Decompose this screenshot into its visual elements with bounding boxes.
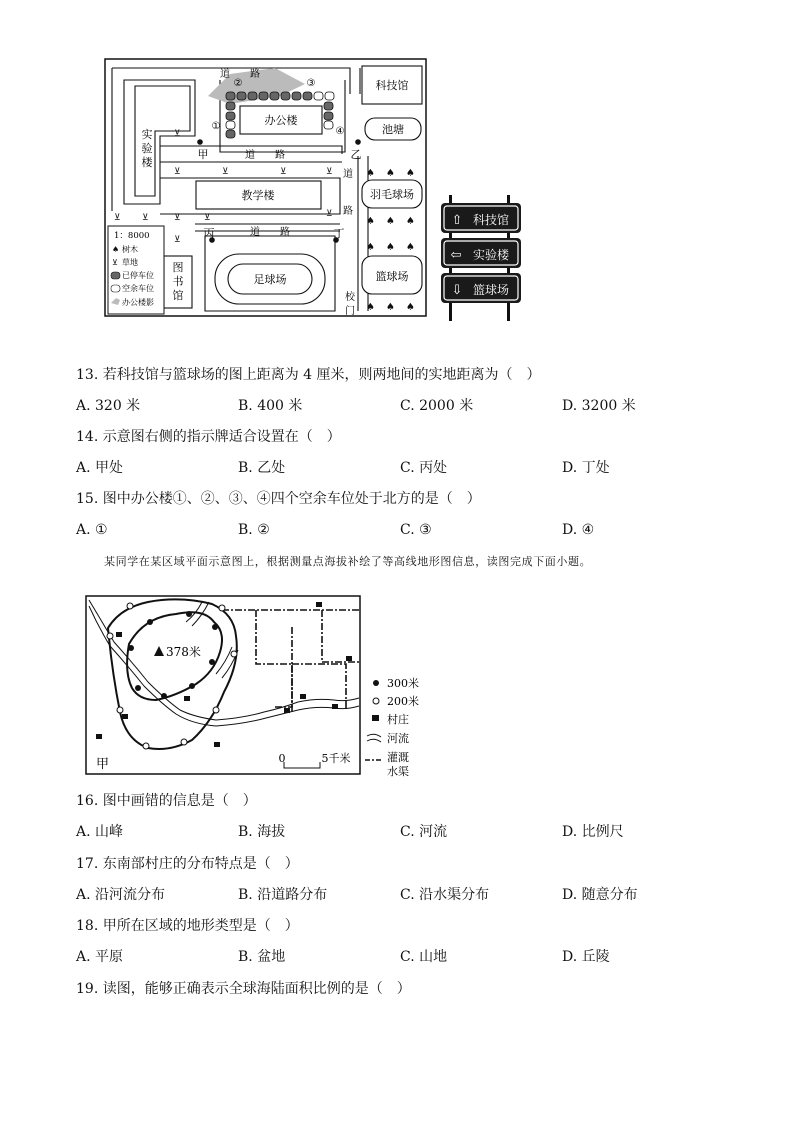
option[interactable]: A. 平原 [76,949,124,965]
direction-signpost [437,195,527,325]
svg-text:空余车位: 空余车位 [122,284,154,293]
option[interactable]: C. ③ [400,522,432,538]
office-label: 办公楼 [264,114,298,127]
svg-text:树木: 树木 [122,245,138,254]
svg-text:②: ② [233,78,243,89]
option[interactable]: B. 海拔 [238,824,286,840]
svg-text:门: 门 [345,306,355,317]
option[interactable]: A. 甲处 [76,460,124,476]
svg-text:足球场: 足球场 [253,273,287,286]
option[interactable]: B. 沿道路分布 [238,887,328,903]
svg-text:⊻: ⊻ [174,213,181,223]
svg-text:1：8000: 1：8000 [114,231,150,241]
svg-text:甲: 甲 [197,148,209,161]
svg-text:♠: ♠ [386,302,395,313]
svg-text:0: 0 [278,752,286,765]
svg-text:③: ③ [306,78,316,89]
svg-text:验: 验 [141,142,153,155]
svg-text:道: 道 [343,169,353,180]
sign-lab: 实验楼 [472,248,510,262]
question-17: 17. 东南部村庄的分布特点是（ ） [76,856,299,872]
question-16: 16. 图中画错的信息是（ ） [76,793,257,809]
svg-text:水渠: 水渠 [387,765,409,778]
option[interactable]: B. 盆地 [238,949,286,965]
svg-text:丙: 丙 [203,227,215,240]
svg-text:实: 实 [141,128,153,141]
svg-text:⊻: ⊻ [222,167,229,177]
option[interactable]: A. 山峰 [76,824,124,840]
svg-text:科技馆: 科技馆 [375,79,409,92]
question-18: 18. 甲所在区域的地形类型是（ ） [76,918,299,934]
svg-text:楼: 楼 [141,156,153,169]
svg-text:草地: 草地 [122,258,138,267]
svg-text:♠: ♠ [386,216,395,227]
svg-text:已停车位: 已停车位 [122,271,154,280]
option[interactable]: A. 320 米 [76,398,141,414]
svg-text:5千米: 5千米 [321,752,351,765]
svg-text:♠: ♠ [366,242,375,253]
option[interactable]: B. 乙处 [238,460,286,476]
svg-text:灌溉: 灌溉 [387,751,409,764]
question-15: 15. 图中办公楼①、②、③、④四个空余车位处于北方的是（ ） [76,491,481,507]
option[interactable]: A. ① [76,522,108,538]
svg-text:200米: 200米 [387,695,419,708]
svg-text:⊻: ⊻ [142,213,149,223]
svg-text:♠: ♠ [366,168,375,179]
svg-text:道 路: 道 路 [220,69,260,80]
option[interactable]: C. 沿水渠分布 [400,887,490,903]
svg-text:丁: 丁 [333,227,345,240]
option[interactable]: B. 400 米 [238,398,303,414]
svg-text:♠: ♠ [366,302,375,313]
peak-label: 378米 [166,645,201,659]
svg-text:♠: ♠ [366,216,375,227]
svg-text:池塘: 池塘 [382,123,404,136]
svg-text:办公楼影: 办公楼影 [122,298,154,307]
sign-arrow-up: ⇧ [451,213,463,228]
svg-text:⊻: ⊻ [280,167,287,177]
svg-text:道 路: 道 路 [250,227,290,238]
option[interactable]: C. 2000 米 [400,398,474,414]
sign-arrow-left: ⇦ [450,248,462,263]
svg-text:⊻: ⊻ [114,213,121,223]
svg-text:⊻: ⊻ [112,258,118,267]
svg-text:⊻: ⊻ [326,209,333,219]
svg-text:♠: ♠ [406,242,415,253]
contour-map [84,592,444,778]
option[interactable]: D. 丘陵 [562,949,610,965]
question-13: 13. 若科技馆与篮球场的图上距离为 4 厘米，则两地间的实地距离为（ ） [76,367,541,383]
svg-text:图: 图 [172,261,184,274]
svg-text:⊻: ⊻ [174,235,181,245]
svg-text:♠: ♠ [406,168,415,179]
section-intro: 某同学在某区域平面示意图上，根据测量点海拔补绘了等高线地形图信息，读图完成下面小题。 [104,555,592,568]
svg-text:♠: ♠ [112,245,120,254]
svg-text:♠: ♠ [406,216,415,227]
svg-text:⊻: ⊻ [326,167,333,177]
svg-text:书: 书 [172,275,184,288]
svg-text:④: ④ [335,126,345,137]
option[interactable]: C. 河流 [400,824,448,840]
svg-text:300米: 300米 [387,677,419,690]
option[interactable]: D. 丁处 [562,460,610,476]
svg-text:路: 路 [343,206,353,217]
campus-map [100,56,430,320]
option[interactable]: B. ② [238,522,270,538]
question-19: 19. 读图，能够正确表示全球海陆面积比例的是（ ） [76,981,411,997]
svg-text:⊻: ⊻ [174,167,181,177]
svg-text:⊻: ⊻ [204,213,211,223]
svg-text:①: ① [211,121,221,132]
svg-text:道 路: 道 路 [245,150,285,161]
sign-science: 科技馆 [472,213,510,227]
svg-text:♠: ♠ [406,302,415,313]
svg-text:乙: 乙 [350,148,362,161]
option[interactable]: C. 山地 [400,949,448,965]
point-jia: 甲 [96,757,110,772]
option[interactable]: A. 沿河流分布 [76,887,166,903]
svg-text:♠: ♠ [386,242,395,253]
svg-text:篮球场: 篮球场 [375,270,409,283]
option[interactable]: D. 3200 米 [562,398,636,414]
svg-text:校: 校 [345,292,355,303]
option[interactable]: C. 丙处 [400,460,448,476]
svg-text:♠: ♠ [386,168,395,179]
svg-text:羽毛球场: 羽毛球场 [370,188,414,201]
svg-text:馆: 馆 [172,289,184,302]
svg-text:河流: 河流 [387,732,409,745]
option[interactable]: D. 随意分布 [562,887,638,903]
sign-arrow-down: ⇩ [451,283,463,298]
option[interactable]: D. 比例尺 [562,824,624,840]
sign-basketball: 篮球场 [472,283,510,297]
svg-text:教学楼: 教学楼 [241,189,275,202]
question-14: 14. 示意图右侧的指示牌适合设置在（ ） [76,429,341,445]
svg-text:村庄: 村庄 [387,713,409,726]
option[interactable]: D. ④ [562,522,595,538]
svg-text:⊻: ⊻ [174,129,181,139]
